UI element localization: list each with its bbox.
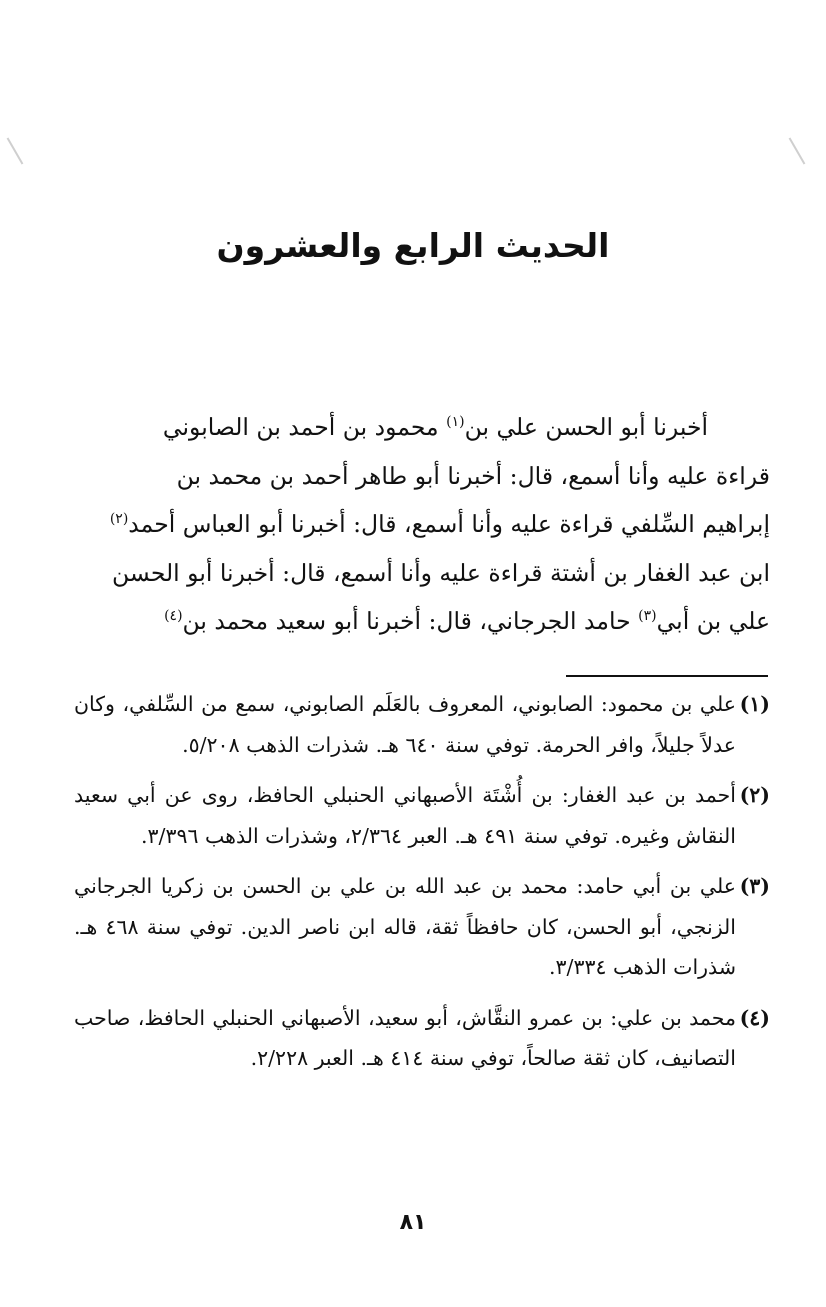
hadith-text — [78, 403, 770, 646]
footnote-2 — [74, 775, 770, 856]
footnote-text: علي بن محمود: الصابوني، المعروف بالعَلَم الصابوني، سمع من السِّلفي، وكان عدلاً جليلاً، وافر الحرمة. توفي سنة ٦٤٠ هـ. شذرات الذهب ٥/٢٠٨. — [74, 692, 736, 757]
footnote-text: علي بن أبي حامد: محمد بن عبد الله بن علي بن الحسن بن زكريا الجرجاني الزنجي، أبو الحسن، كان حافظاً ثقة، قاله ابن ناصر الدين. توفي سنة ٤٦٨ هـ. شذرات الذهب ٣/٣٣٤. — [74, 874, 736, 979]
line-text: حامد الجرجاني، قال: أخبرنا أبو سعيد محمد بن — [182, 607, 639, 635]
line-text: إبراهيم السِّلفي قراءة عليه وأنا أسمع، قال: أخبرنا أبو العباس أحمد — [128, 510, 770, 538]
footnote-number: (٣) — [739, 874, 770, 898]
footnote-ref-1[interactable]: (١) — [446, 414, 465, 430]
footnote-number: (١) — [739, 692, 770, 716]
footnote-number: (٢) — [739, 783, 770, 807]
footnote-divider — [566, 675, 768, 677]
line-text: قراءة عليه وأنا أسمع، قال: أخبرنا أبو طاهر أحمد بن محمد بن — [176, 461, 770, 490]
text-line-5 — [78, 597, 770, 646]
footnote-ref-2[interactable]: (٢) — [109, 511, 129, 527]
line-text: أخبرنا أبو الحسن علي بن — [464, 413, 708, 441]
line-text: علي بن أبي — [656, 607, 770, 635]
text-line-1 — [78, 403, 770, 452]
footnote-ref-4[interactable]: (٤) — [164, 608, 183, 624]
text-line-4 — [78, 549, 770, 598]
hadith-title: الحديث الرابع والعشرون — [216, 226, 610, 265]
line-text: محمود بن أحمد بن الصابوني — [162, 413, 447, 441]
footnote-ref-3[interactable]: (٣) — [638, 608, 657, 624]
footnote-text: أحمد بن عبد الغفار: بن أُشْتَة الأصبهاني الحنبلي الحافظ، روى عن أبي سعيد النقاش وغيره. توفي سنة ٤٩١ هـ. العبر ٢/٣٦٤، وشذرات الذهب ٣/٣٩٦. — [74, 783, 736, 848]
scan-artifact — [7, 138, 24, 165]
footnote-3 — [74, 866, 770, 988]
text-line-3 — [78, 500, 770, 549]
footnotes-section — [74, 684, 770, 1089]
page-number: ٨١ — [399, 1210, 427, 1235]
footnote-text: محمد بن علي: بن عمرو النقَّاش، أبو سعيد، الأصبهاني الحنبلي الحافظ، صاحب التصانيف، كان ثقة صالحاً، توفي سنة ٤١٤ هـ. العبر ٢/٢٢٨. — [74, 1005, 736, 1070]
footnote-number: (٤) — [739, 1005, 770, 1030]
footnote-1 — [74, 684, 770, 765]
text-line-2 — [78, 452, 770, 501]
footnote-4 — [74, 998, 770, 1079]
line-text: ابن عبد الغفار بن أشتة قراءة عليه وأنا أسمع، قال: أخبرنا أبو الحسن — [112, 558, 770, 587]
scan-artifact — [789, 138, 806, 165]
